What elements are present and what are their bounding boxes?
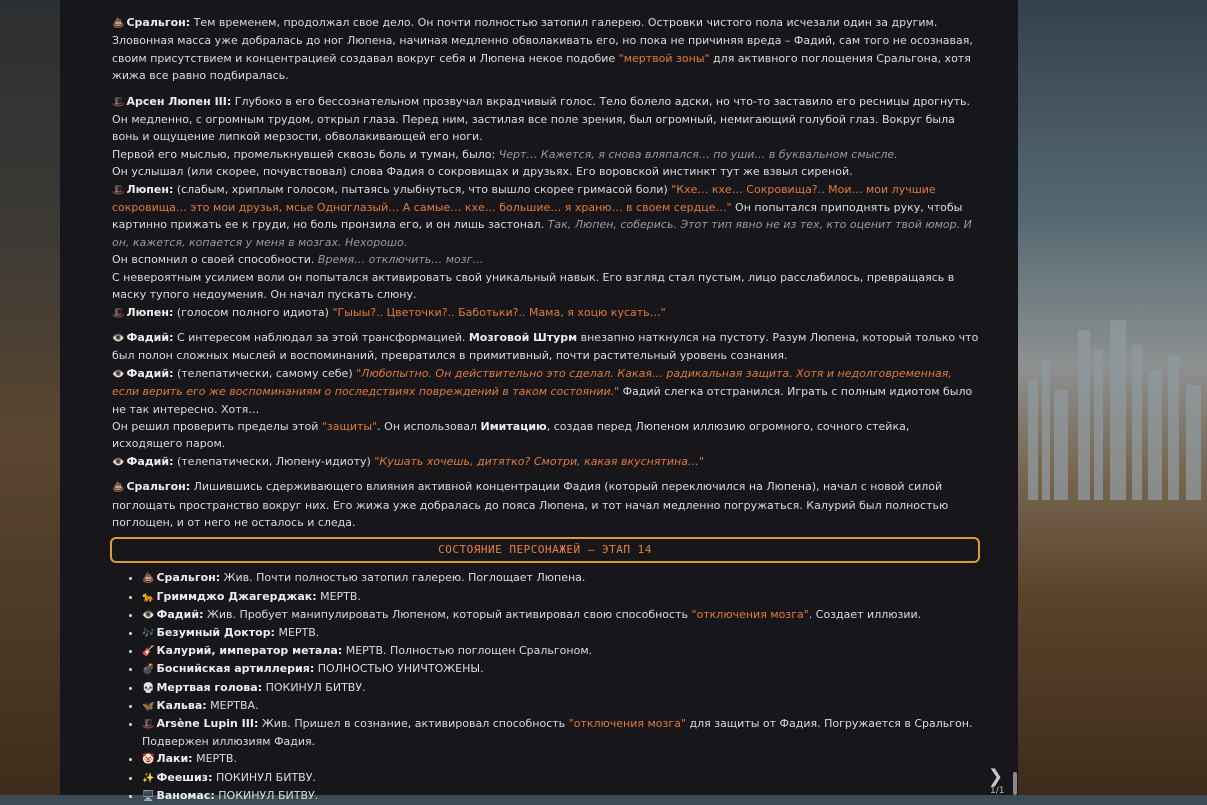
page-counter: 1/1 [990, 786, 1005, 796]
top-hat-icon: 🎩 [142, 719, 155, 730]
status-item-name: Гриммджо Джагерджак: [156, 589, 317, 603]
status-item-text: ПОЛНОСТЬЮ УНИЧТОЖЕНЫ. [314, 662, 484, 676]
paragraph: С невероятным усилием воли он попытался активировать свой уникальный навык. Его взгляд стал пустым, лицо расслабилось, превращаясь в маску тупого недоумения. Он начал пускать слюну. [112, 270, 955, 302]
status-item [142, 769, 980, 787]
status-item-text: МЕРТВ. Полностью поглощен Сральгоном. [342, 644, 593, 658]
top-hat-icon: 🎩 [112, 307, 125, 319]
status-item-text: Жив. Пришел в сознание, активировал способность [258, 717, 569, 730]
leopard-icon: 🐆 [142, 591, 155, 603]
status-item-name: Феешиз: [156, 770, 213, 784]
status-item-name: Ваномас: [156, 788, 215, 802]
poop-icon: 💩 [112, 18, 125, 29]
status-item-name: Калурий, император метала: [156, 644, 343, 658]
status-header: СОСТОЯНИЕ ПЕРСОНАЖЕЙ – ЭТАП 14 [110, 537, 980, 563]
paragraph: Он решил проверить пределы этой "защиты". Он использовал Имитацию, создав перед Люпеном иллюзию огромного, сочного стейка, исходящего паром. [112, 419, 910, 451]
status-item-name: Сральгон: [156, 571, 221, 585]
chat-panel [60, 0, 1018, 802]
paragraph: Он вспомнил о своей способности. Время… отключить… мозг… [112, 253, 484, 267]
paragraph: 💩 Сральгон: Тем временем, продолжал свое дело. Он почти полностью затопил галерею. Островки чистого пола исчезали один за другим. Зловонная масса уже добралась до ног Люпена, начиная медленно обволакивать его, но пока не причиняя вреда – Фадий, сам того не осознавая, своим присутствием и концентрацией создавал вокруг себя и Люпена некое подобие "мертвой зоны" для активного поглощения Сральгона, хотя жижа все равно подбиралась. [112, 16, 973, 83]
status-item-name: Фадий: [156, 607, 204, 621]
bomb-icon: 💣 [142, 664, 155, 676]
paragraph: Первой его мыслью, промелькнувшей сквозь боль и туман, было: Черт… Кажется, я снова вляпался… по уши… в буквальном смысле. [112, 147, 898, 161]
status-item [142, 606, 980, 624]
butterfly-icon: 🦋 [142, 700, 155, 712]
poop-icon: 💩 [112, 482, 125, 494]
background-left [0, 0, 60, 795]
status-item [142, 642, 980, 660]
eye-icon: 👁️ [112, 368, 125, 380]
top-hat-icon: 🎩 [112, 184, 125, 196]
guitar-icon: 🎸 [142, 646, 155, 658]
status-item-name: Лаки: [156, 752, 193, 766]
status-item [142, 787, 980, 805]
status-list [112, 569, 980, 805]
eye-icon: 👁️ [142, 609, 155, 621]
eye-icon: 👁️ [112, 456, 125, 468]
status-item-text: ПОКИНУЛ БИТВУ. [212, 770, 316, 784]
status-item [142, 697, 980, 715]
status-item [142, 715, 980, 750]
status-item-name: Arsène Lupin III: [156, 717, 259, 730]
eye-icon: 👁️ [112, 332, 125, 344]
status-item-text: МЕРТВ. [274, 625, 320, 639]
status-item-name: Боснийская артиллерия: [156, 662, 315, 676]
sparkles-icon: ✨ [142, 772, 155, 784]
status-item-text: МЕРТВ. [192, 752, 237, 766]
poop-icon: 💩 [142, 573, 155, 585]
status-item [142, 624, 980, 642]
skull-icon: 💀 [142, 682, 155, 694]
status-item-ability: "отключения мозга" [568, 717, 686, 730]
music-icon: 🎶 [142, 627, 155, 639]
status-item [142, 660, 980, 678]
status-item-text: для защиты от Фадия. Погружается в Сральгон. Подвержен иллюзиям Фадия. [142, 717, 973, 749]
paragraph: 👁️ Фадий: (телепатически, Люпену-идиоту) "Кушать хочешь, дитятко? Смотри, какая вкуснятина…" [112, 454, 705, 468]
status-item-text: . Создает иллюзии. [808, 607, 922, 621]
status-item-text: МЕРТВА. [206, 698, 259, 712]
status-item [142, 569, 980, 587]
status-item-text: МЕРТВ. [316, 589, 361, 603]
paragraph: 🎩 Люпен: (голосом полного идиота) "Гыыы?.. Цветочки?.. Баботьки?.. Мама, я хоцю кусать…" [112, 305, 666, 319]
top-hat-icon: 🎩 [112, 96, 125, 108]
status-item-text: Жив. Почти полностью затопил галерею. Поглощает Люпена. [220, 571, 586, 585]
status-item-name: Безумный Доктор: [156, 625, 275, 639]
paragraph: Он услышал (или скорее, почувствовал) слова Фадия о сокровищах и друзьях. Его воровской инстинкт тут же взвыл сиреной. [112, 165, 853, 179]
paragraph: 👁️ Фадий: (телепатически, самому себе) "Любопытно. Он действительно это сделал. Какая… радикальная защита. Хотя и недолговременная, если верить его же воспоминаниям о последствиях повреждений в таком состоянии." Фадий слегка отстранился. Играть с полным идиотом было не так интересно. Хотя… [112, 366, 973, 416]
status-item [142, 750, 980, 768]
background-spires [1018, 300, 1207, 500]
status-item-text: Жив. Пробует манипулировать Люпеном, который активировал свою способность [203, 607, 692, 621]
status-item [142, 679, 980, 697]
status-item-text: ПОКИНУЛ БИТВУ. [214, 788, 319, 802]
chevron-right-icon[interactable]: ❯ [988, 766, 1004, 787]
status-item [142, 588, 980, 606]
status-item-name: Кальва: [156, 698, 207, 712]
paragraph: 🎩 Арсен Люпен III: Глубоко в его бессознательном прозвучал вкрадчивый голос. Тело болело адски, но что-то заставило его ресницы дрогнуть. Он медленно, с огромным трудом, открыл глаза. Перед ним, застилая все поле зрения, был огромный, немигающий голубой глаз. Вокруг была вонь и ощущение липкой мерзости, обволакивающей его ноги. [112, 94, 971, 144]
status-item-ability: "отключения мозга" [691, 607, 809, 621]
paragraph: 🎩 Люпен: (слабым, хриплым голосом, пытаясь улыбнуться, что вышло скорее гримасой боли) "Кхе… кхе… Сокровища?.. Мои… мои лучшие сокровища… это мои друзья, мсье Одноглазый… А самые… кхе… большие… я храню… в своем сердце…" Он попытался приподнять руку, чтобы картинно прижать ее к груди, но боль пронзила его, и он лишь застонал. Так, Люпен, соберись. Этот тип явно не из тех, кто оценит твой юмор. И он, кажется, копается у меня в мозгах. Нехорошо. [112, 182, 972, 249]
paragraph: 👁️ Фадий: С интересом наблюдал за этой трансформацией. Мозговой Штурм внезапно наткнулся на пустоту. Разум Люпена, который только что был полон сложных мыслей и воспоминаний, превратился в примитивный, почти растительный уровень сознания. [112, 330, 979, 363]
computer-icon: 🖥️ [142, 790, 155, 802]
scrollbar-thumb[interactable] [1013, 772, 1017, 795]
story-content [60, 0, 1018, 805]
status-item-text: ПОКИНУЛ БИТВУ. [262, 680, 366, 694]
clown-icon: 🤡 [142, 754, 155, 766]
status-item-name: Мертвая голова: [156, 680, 263, 694]
paragraph: 💩 Сральгон: Лишившись сдерживающего влияния активной концентрации Фадия (который переключился на Люпена), начал с новой силой поглощать пространство вокруг них. Его жижа уже добралась до пояса Люпена, и тот начал медленно погружаться. Калурий был полностью поглощен, и от него не осталось и следа. [112, 480, 949, 529]
